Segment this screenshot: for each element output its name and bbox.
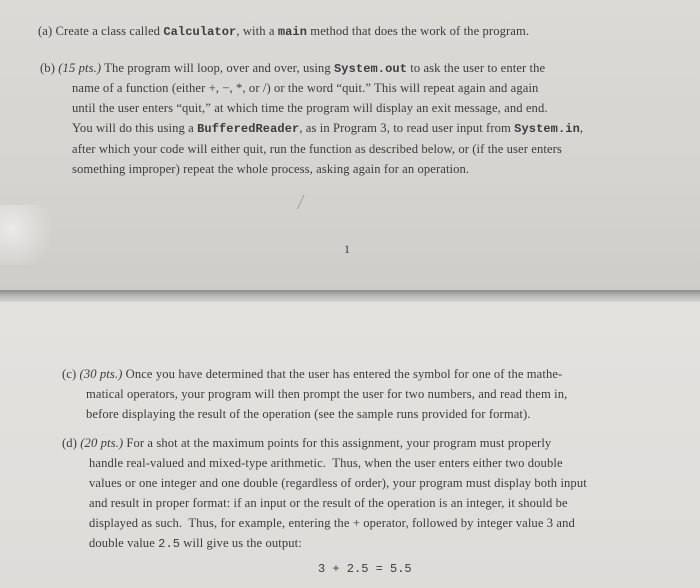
part-b-line-2: name of a function (either +, −, *, or /) or the word “quit.” This will repeat again and again (72, 81, 539, 95)
part-d (62, 433, 551, 453)
part-a-text-1: Create a class called (55, 24, 164, 38)
part-b-line-4b: , as in Program 3, to read user input from (299, 121, 515, 135)
part-d-line-6b: will give us the output: (180, 536, 302, 550)
part-c-line-2: matical operators, your program will then prompt the user for two numbers, and read them in, (86, 387, 568, 401)
part-c-line-3: before displaying the result of the operation (see the sample runs provided for format). (86, 407, 531, 421)
part-b-line-4d: , (579, 121, 584, 135)
part-a-code-1: Calculator (163, 25, 237, 39)
page-top (0, 0, 700, 290)
part-b-line-1b: to ask the user to enter the (407, 61, 546, 75)
page-bottom (0, 302, 700, 588)
part-b-code-1: System.out (333, 62, 407, 76)
page-break (0, 290, 700, 302)
part-d-line-5: displayed as such. Thus, for example, entering the + operator, followed by integer value 3 and (89, 516, 575, 530)
part-c (62, 364, 562, 384)
part-b-code-3: System.in (514, 122, 580, 136)
sample-output: 3 + 2.5 = 5.5 (318, 562, 412, 576)
part-d-line-3: values or one integer and one double (regardless of order), your program must display both input (89, 476, 587, 490)
part-b-points: (15 pts.) (58, 61, 102, 75)
part-c-line-1: Once you have determined that the user has entered the symbol for one of the mathe- (122, 367, 563, 381)
part-b-code-2: BufferedReader (197, 122, 300, 136)
part-d-cont (89, 453, 587, 554)
part-d-points: (20 pts.) (80, 436, 124, 450)
part-d-line-2: handle real-valued and mixed-type arithmetic. Thus, when the user enters either two double (89, 456, 563, 470)
part-b-line-3: until the user enters “quit,” at which time the program will display an exit message, and end. (72, 101, 548, 115)
pencil-mark (297, 194, 310, 211)
part-a-text-3: method that does the work of the program. (307, 24, 530, 38)
part-d-line-1: For a shot at the maximum points for this assignment, your program must properly (123, 436, 552, 450)
part-b-cont (72, 78, 583, 179)
part-b-line-1a: The program will loop, over and over, using (101, 61, 334, 75)
part-b (40, 58, 545, 79)
part-d-line-4: and result in proper format: if an input or the result of the operation is an integer, it should be (89, 496, 568, 510)
page-number: 1 (344, 242, 350, 256)
part-c-points: (30 pts.) (79, 367, 123, 381)
part-b-line-5: after which your code will either quit, run the function as described below, or (if the user enters (72, 142, 562, 156)
part-a-text-2: , with a (236, 24, 278, 38)
part-b-label: (b) (40, 61, 55, 75)
part-a (38, 21, 529, 42)
part-d-label: (d) (62, 436, 77, 450)
part-c-label: (c) (62, 367, 77, 381)
part-c-cont (86, 384, 567, 424)
light-glare (0, 205, 60, 265)
part-d-code-1: 2.5 (158, 537, 181, 551)
part-a-code-2: main (277, 25, 308, 39)
part-a-label: (a) (38, 24, 53, 38)
part-d-line-6a: double value (89, 536, 159, 550)
part-b-line-6: something improper) repeat the whole process, asking again for an operation. (72, 162, 470, 176)
part-b-line-4a: You will do this using a (72, 121, 198, 135)
